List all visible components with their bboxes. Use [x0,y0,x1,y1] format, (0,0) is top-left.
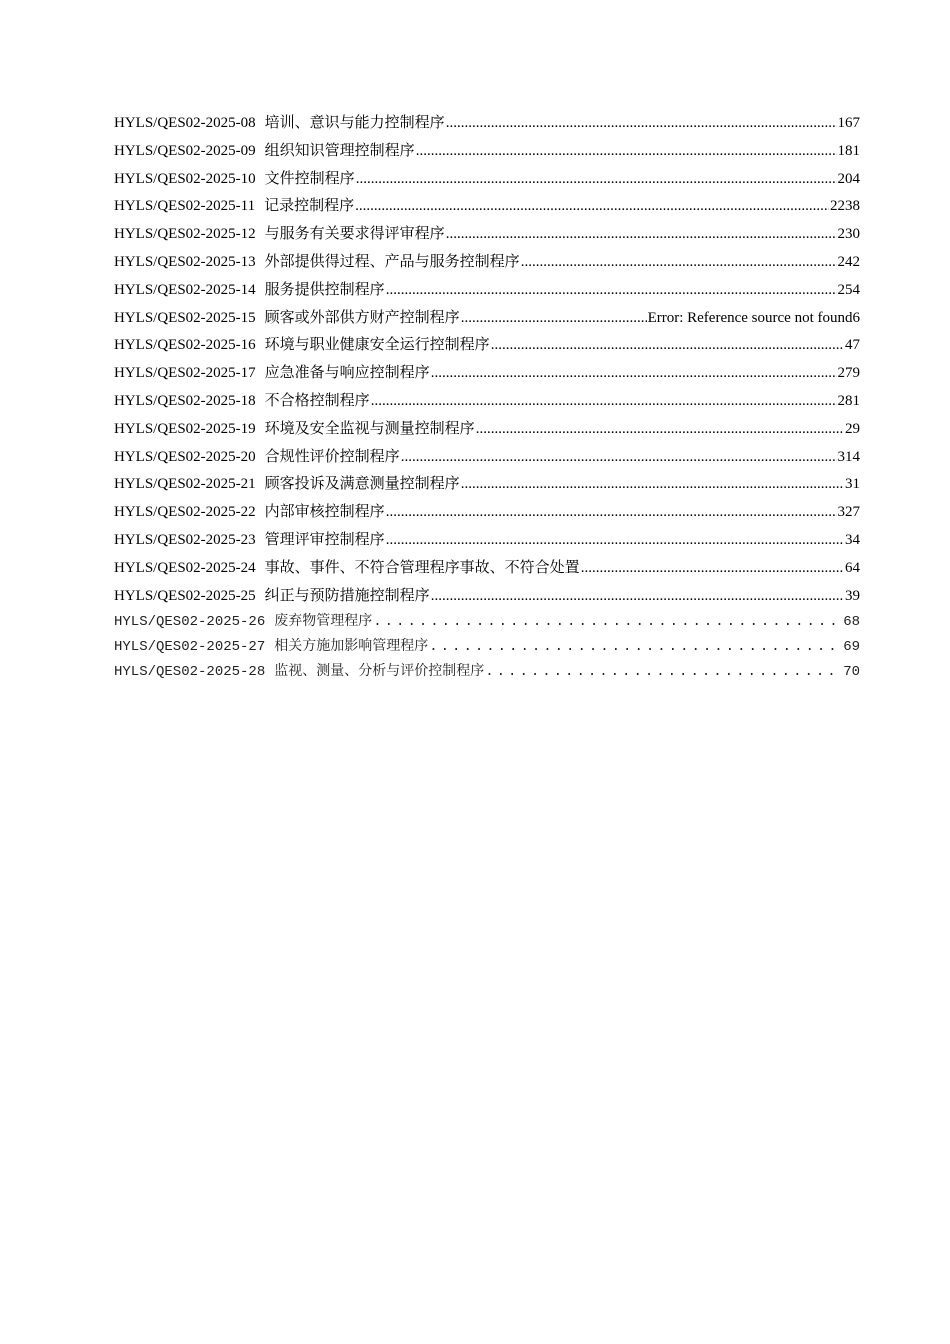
toc-entry-23[interactable] [114,527,860,555]
toc-leader-dots [491,332,844,360]
toc-leader-dots [356,166,837,194]
toc-entry-page: Error: Reference source not found6 [647,309,860,326]
toc-entry-page: 70 [843,664,860,681]
table-of-contents [114,110,860,685]
toc-entry-22[interactable] [114,499,860,527]
toc-entry-12[interactable] [114,221,860,249]
toc-entry-code: HYLS/QES02-2025-21 [114,476,256,493]
toc-entry-page: 204 [837,170,860,187]
toc-entry-09[interactable] [114,138,860,166]
toc-entry-page: 242 [837,253,860,270]
toc-entry-page: 68 [843,614,860,631]
toc-entry-16[interactable] [114,332,860,360]
toc-entry-code: HYLS/QES02-2025-23 [114,531,256,548]
toc-entry-code: HYLS/QES02-2025-17 [114,365,256,382]
toc-leader-dots [386,527,844,555]
toc-entry-10[interactable] [114,166,860,194]
toc-leader-dots [386,499,837,527]
toc-entry-code: HYLS/QES02-2025-10 [114,170,256,187]
toc-entry-title: 相关方施加影响管理程序 [274,639,429,656]
toc-entry-20[interactable] [114,444,860,472]
toc-entry-code: HYLS/QES02-2025-18 [114,392,256,409]
toc-entry-page: 230 [837,226,860,243]
toc-entry-page: 281 [837,392,860,409]
toc-entry-code: HYLS/QES02-2025-14 [114,281,256,298]
toc-entry-title: 事故、事件、不符合管理程序事故、不符合处置 [264,559,580,576]
toc-entry-24[interactable] [114,555,860,583]
toc-entry-page: 254 [837,281,860,298]
toc-leader-dots [386,277,837,305]
toc-leader-dots [446,110,837,138]
toc-entry-code: HYLS/QES02-2025-12 [114,226,256,243]
toc-entry-title: 记录控制程序 [264,198,355,215]
toc-entry-code: HYLS/QES02-2025-08 [114,115,256,131]
toc-entry-code: HYLS/QES02-2025-11 [114,198,256,215]
toc-entry-19[interactable] [114,416,860,444]
toc-leader-dots [476,416,844,444]
toc-entry-code: HYLS/QES02-2025-24 [114,559,256,576]
toc-leader-dots [461,471,844,499]
toc-entry-page: 279 [837,365,860,382]
toc-entry-page: 34 [845,531,860,548]
toc-entry-page: 29 [845,420,860,437]
toc-entry-title: 应急准备与响应控制程序 [264,365,430,382]
toc-leader-dots [371,388,837,416]
toc-entry-27[interactable] [114,635,860,660]
toc-leader-dots [446,221,837,249]
toc-leader-dots [416,138,837,166]
toc-entry-26[interactable] [114,610,860,635]
toc-entry-code: HYLS/QES02-2025-25 [114,587,256,604]
toc-entry-title: 合规性评价控制程序 [264,448,400,465]
toc-entry-28[interactable] [114,660,860,685]
toc-entry-page: 47 [845,337,860,354]
toc-entry-code: HYLS/QES02-2025-13 [114,253,256,270]
toc-entry-code: HYLS/QES02-2025-26 [114,614,266,631]
toc-entry-11[interactable] [114,193,860,221]
toc-entry-title: 环境及安全监视与测量控制程序 [264,420,475,437]
toc-leader-dots [431,583,844,611]
toc-entry-page: 327 [837,504,860,521]
toc-leader-dots [581,555,844,583]
toc-entry-title: 培训、意识与能力控制程序 [264,115,445,131]
toc-entry-page: 69 [843,639,860,656]
toc-entry-title: 顾客或外部供方财产控制程序 [264,309,460,326]
toc-entry-title: 不合格控制程序 [264,392,370,409]
toc-entry-title: 内部审核控制程序 [264,504,385,521]
toc-leader-dots [431,360,837,388]
toc-leader-dots [461,305,647,333]
toc-entry-title: 管理评审控制程序 [264,531,385,548]
toc-entry-title: 监视、测量、分析与评价控制程序 [274,664,485,681]
toc-entry-title: 纠正与预防措施控制程序 [264,587,430,604]
toc-entry-14[interactable] [114,277,860,305]
toc-entry-21[interactable] [114,471,860,499]
toc-leader-dots [485,660,842,685]
toc-entry-08[interactable] [114,110,860,138]
toc-leader-dots [373,610,842,635]
toc-entry-title: 顾客投诉及满意测量控制程序 [264,476,460,493]
toc-entry-code: HYLS/QES02-2025-22 [114,504,256,521]
toc-leader-dots [521,249,837,277]
toc-entry-page: 39 [845,587,860,604]
toc-entry-code: HYLS/QES02-2025-19 [114,420,256,437]
toc-entry-code: HYLS/QES02-2025-15 [114,309,256,326]
toc-entry-title: 与服务有关要求得评审程序 [264,226,445,243]
toc-entry-page: 314 [837,448,860,465]
toc-entry-page: 2238 [830,198,860,215]
toc-leader-dots [355,193,829,221]
toc-entry-code: HYLS/QES02-2025-16 [114,337,256,354]
toc-entry-code: HYLS/QES02-2025-28 [114,664,266,681]
toc-entry-title: 服务提供控制程序 [264,281,385,298]
toc-entry-page: 31 [845,476,860,493]
toc-entry-17[interactable] [114,360,860,388]
toc-entry-title: 组织知识管理控制程序 [264,142,415,159]
toc-entry-title: 外部提供得过程、产品与服务控制程序 [264,253,520,270]
toc-leader-dots [401,444,837,472]
toc-entry-page: 64 [845,559,860,576]
toc-entry-13[interactable] [114,249,860,277]
toc-entry-title: 废弃物管理程序 [274,614,373,631]
toc-entry-18[interactable] [114,388,860,416]
toc-entry-code: HYLS/QES02-2025-20 [114,448,256,465]
toc-entry-25[interactable] [114,583,860,611]
toc-entry-15[interactable] [114,305,860,333]
toc-entry-code: HYLS/QES02-2025-09 [114,142,256,159]
toc-leader-dots [429,635,842,660]
toc-entry-page: 167 [837,115,860,131]
toc-entry-page: 181 [837,142,860,159]
toc-entry-title: 文件控制程序 [264,170,355,187]
toc-entry-title: 环境与职业健康安全运行控制程序 [264,337,490,354]
toc-entry-code: HYLS/QES02-2025-27 [114,639,266,656]
